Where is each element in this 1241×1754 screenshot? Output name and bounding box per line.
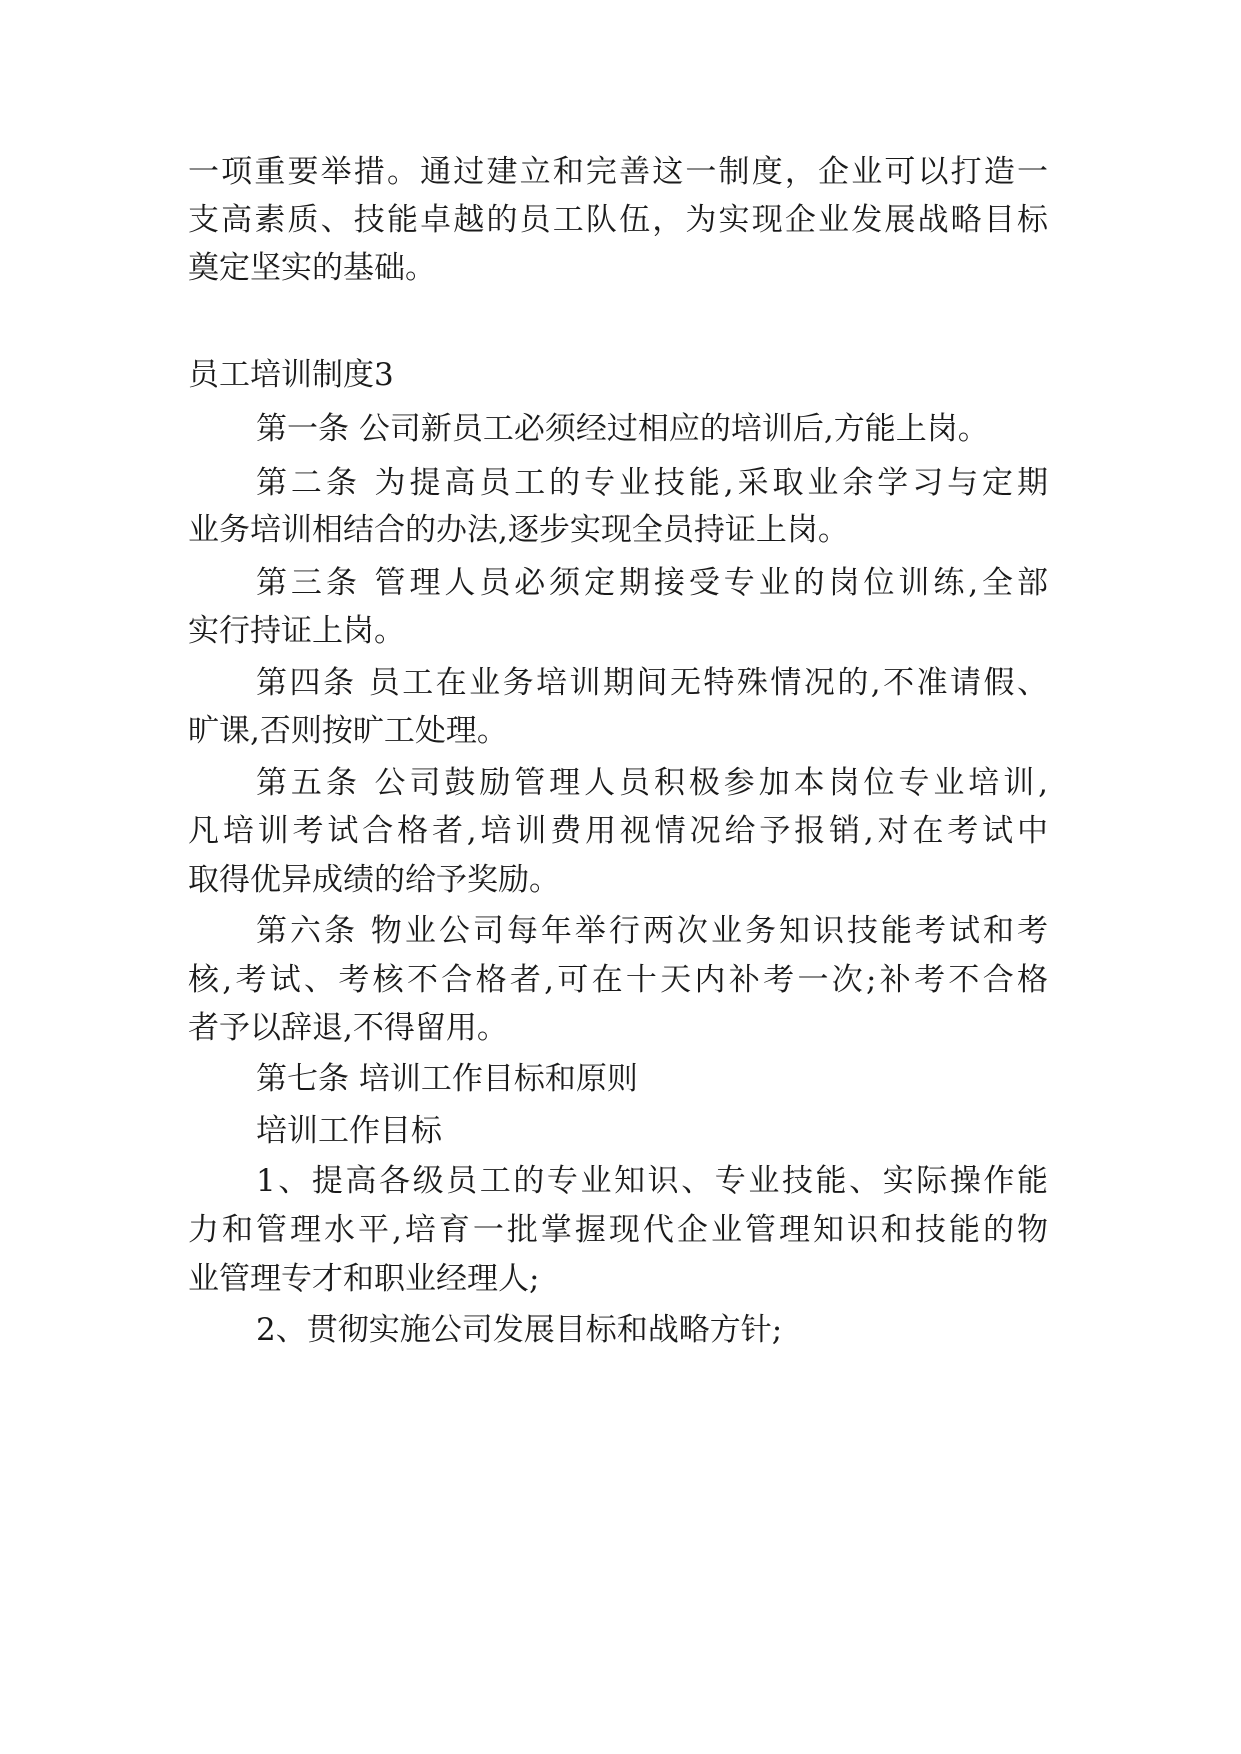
article-7-line-1: 第七条 培训工作目标和原则 — [256, 1061, 638, 1097]
article-4-line-1: 第四条 员工在业务培训期间无特殊情况的,不准请假、 — [256, 665, 1048, 701]
goal-1-line-3: 业管理专才和职业经理人; — [188, 1261, 540, 1297]
intro-line-1: 一项重要举措。通过建立和完善这一制度，企业可以打造一 — [188, 154, 1048, 190]
article-5-line-1: 第五条 公司鼓励管理人员积极参加本岗位专业培训, — [256, 765, 1048, 801]
article-1-line-1: 第一条 公司新员工必须经过相应的培训后,方能上岗。 — [256, 411, 989, 447]
article-6-line-3: 者予以辞退,不得留用。 — [188, 1010, 508, 1046]
article-2-line-1: 第二条 为提高员工的专业技能,采取业余学习与定期 — [256, 465, 1048, 501]
article-6-line-2: 核,考试、考核不合格者,可在十天内补考一次;补考不合格 — [188, 962, 1048, 998]
article-6-line-1: 第六条 物业公司每年举行两次业务知识技能考试和考 — [256, 913, 1048, 949]
goal-2-line-1: 2、贯彻实施公司发展目标和战略方针; — [256, 1312, 783, 1348]
goal-1-line-2: 力和管理水平,培育一批掌握现代企业管理知识和技能的物 — [188, 1212, 1048, 1248]
article-4-line-2: 旷课,否则按旷工处理。 — [188, 713, 508, 749]
section-title: 员工培训制度3 — [188, 357, 394, 393]
article-3-line-1: 第三条 管理人员必须定期接受专业的岗位训练,全部 — [256, 565, 1048, 601]
article-5-line-2: 凡培训考试合格者,培训费用视情况给予报销,对在考试中 — [188, 813, 1048, 849]
intro-line-3: 奠定坚实的基础。 — [188, 250, 436, 286]
article-3-line-2: 实行持证上岗。 — [188, 613, 405, 649]
intro-line-2: 支高素质、技能卓越的员工队伍，为实现企业发展战略目标 — [188, 202, 1048, 238]
goal-1-line-1: 1、提高各级员工的专业知识、专业技能、实际操作能 — [256, 1163, 1048, 1199]
subheading: 培训工作目标 — [256, 1113, 442, 1149]
article-5-line-3: 取得优异成绩的给予奖励。 — [188, 862, 560, 898]
article-2-line-2: 业务培训相结合的办法,逐步实现全员持证上岗。 — [188, 512, 849, 548]
